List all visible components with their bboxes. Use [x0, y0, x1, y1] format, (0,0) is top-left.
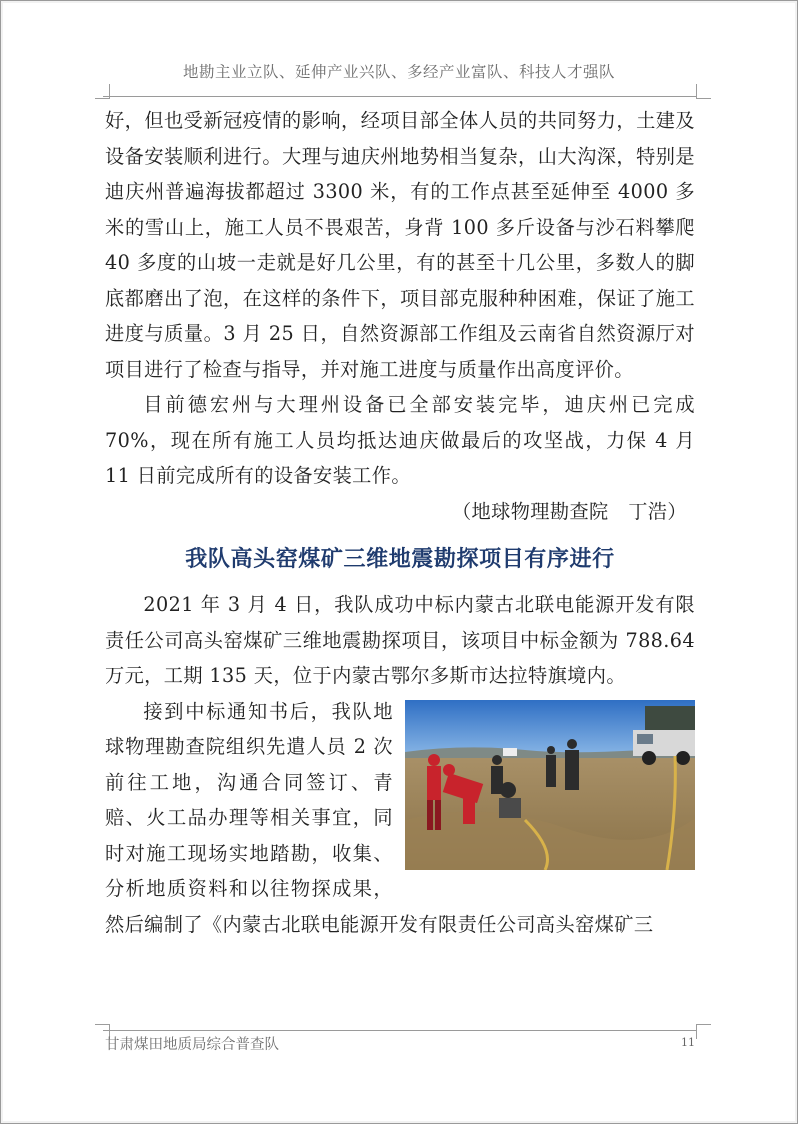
- article1-paragraph-continued: 好，但也受新冠疫情的影响，经项目部全体人员的共同努力，土建及设备安装顺利进行。大理与迪庆州地势相当复杂，山大沟深，特别是迪庆州普遍海拔都超过 3300 米，有的工作点甚至延伸至 4000 多米的雪山上，施工人员不畏艰苦，身背 100 多斤设备与沙石料攀爬 40 多度的山坡一走就是好几公里，有的甚至十几公里，多数人的脚底都磨出了泡，在这样的条件下，项目部克服种种困难，保证了施工进度与质量。3 月 25 日，自然资源部工作组及云南省自然资源厅对项目进行了检查与指导，并对施工进度与质量作出高度评价。: [105, 109, 695, 381]
- page-content: [105, 103, 695, 942]
- field-survey-photo: [405, 700, 695, 870]
- article1-byline: （地球物理勘查院 丁浩）: [451, 499, 687, 523]
- article1-paragraph: 目前德宏州与大理州设备已全部安装完毕，迪庆州已完成 70%，现在所有施工人员均抵达迪庆做最后的攻坚战，力保 4 月 11 日前完成所有的设备安装工作。: [105, 393, 695, 487]
- page-header-slogan: 地勘主业立队、延伸产业兴队、多经产业富队、科技人才强队: [182, 63, 615, 81]
- crop-mark-top-right: [696, 84, 711, 99]
- crop-mark-bottom-right: [696, 1024, 711, 1039]
- field-survey-photo-graphic: [405, 700, 695, 870]
- page-number: 11: [681, 1036, 695, 1049]
- article2-paragraph: 2021 年 3 月 4 日，我队成功中标内蒙古北联电能源开发有限责任公司高头窑煤矿三维地震勘探项目，该项目中标金额为 788.64 万元，工期 135 天，位于内蒙古鄂尔多斯市达拉特旗境内。: [105, 593, 695, 687]
- article2-paragraph-with-photo: 接到中标通知书后，我队地球物理勘查院组织先遣人员 2 次前往工地，沟通合同签订、青赔、火工品办理等相关事宜，同时对施工现场实地踏勘，收集、分析地质资料和以往物探成果，然后编制了《内蒙古北联电能源开发有限责任公司高头窑煤矿三: [105, 699, 654, 936]
- header-divider: [103, 96, 696, 97]
- footer-organization: 甘肃煤田地质局综合普查队: [105, 1037, 279, 1053]
- article2-title: 我队高头窑煤矿三维地震勘探项目有序进行: [185, 546, 615, 572]
- footer-divider: [103, 1030, 696, 1031]
- article2-photo-wrap: [105, 694, 695, 943]
